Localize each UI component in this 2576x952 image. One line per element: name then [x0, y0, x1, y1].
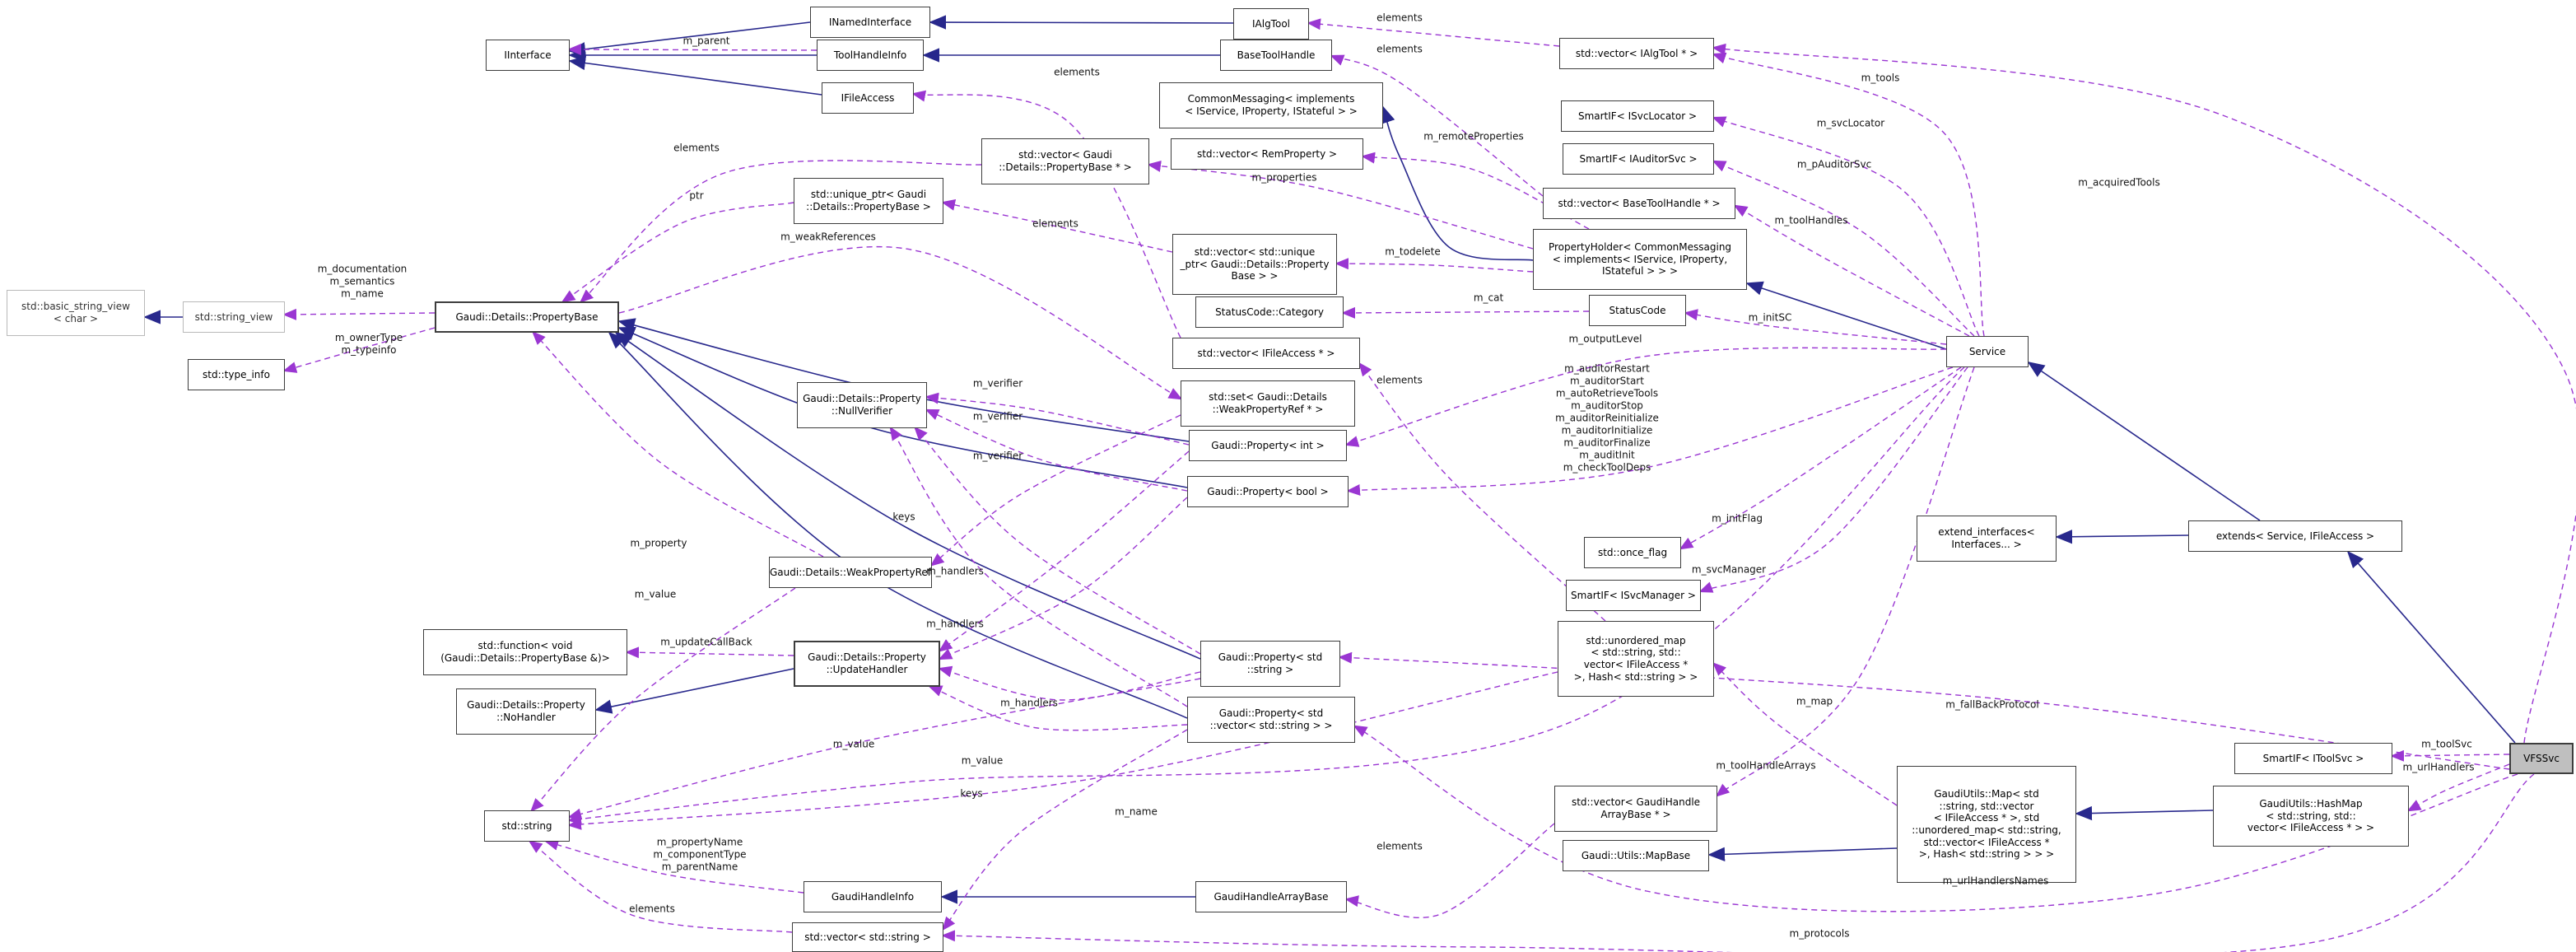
class-node-label: ::Details::PropertyBase * >	[999, 161, 1132, 173]
edge-label-line: m_parentName	[661, 861, 738, 873]
edge-label-weak-property-ref-to-property-base: m_property	[630, 537, 687, 549]
class-node-smartif-iauditor-svc	[1563, 143, 1714, 175]
edge-label-property-holder-to-vec-unique-ptr: m_todelete	[1385, 245, 1441, 258]
edge-label-property-int-to-null-verifier: m_verifier	[972, 377, 1023, 390]
class-node-extends-service-ifileaccess	[2188, 520, 2402, 552]
edge-label-vec-property-base-ptr-to-property-base: elements	[673, 142, 720, 154]
class-node-label: std::string	[501, 819, 552, 832]
class-node-extend-interfaces	[1917, 516, 2057, 562]
inheritance-edge-gaudiutils-map-to-map-base	[1709, 848, 1897, 855]
edge-label-property-string-to-update-handler: m_handlers	[926, 618, 984, 630]
edge-label-vfssvc-to-property-vec-string: m_urlHandlersNames	[1942, 875, 2049, 887]
class-node-label: IInterface	[504, 49, 552, 61]
class-node-property-base	[435, 301, 619, 333]
class-node-inamed-interface	[810, 7, 930, 38]
edge-label-line: m_ownerType	[334, 332, 403, 343]
usage-edge-unique-ptr-property-base-to-property-base	[563, 203, 794, 301]
class-node-label: < std::string, std::	[1591, 646, 1681, 659]
edge-label-property-string-to-std-string: m_value	[832, 738, 875, 750]
usage-edge-service-to-smartif-isvc-locator	[1714, 118, 1979, 336]
class-node-gaudiutils-hashmap	[2213, 786, 2409, 847]
edge-label-line: m_name	[341, 287, 384, 300]
usage-edge-gaudiutils-map-to-unordered-map	[1714, 664, 1897, 805]
inheritance-edge-vfssvc-to-extends-service-ifileaccess	[2348, 552, 2515, 743]
edge-label-service-to-smartif-isvc-locator: m_svcLocator	[1816, 117, 1885, 129]
class-node-label: Gaudi::Property< std	[1218, 707, 1324, 720]
class-node-label: Gaudi::Details::Property	[803, 393, 921, 405]
class-node-weak-property-ref	[769, 557, 932, 588]
edge-label-vfssvc-to-property-string: m_fallBackProtocol	[1945, 698, 2039, 711]
class-node-std-function	[423, 629, 627, 675]
edge-label-update-handler-to-std-function: m_updateCallBack	[660, 636, 752, 648]
class-node-label: >, Hash< std::string > >	[1573, 670, 1698, 683]
edge-label-line: m_documentation	[317, 263, 408, 275]
edge-label-property-base-to-type-info	[335, 332, 403, 357]
usage-edge-vec-ialg-tool-to-ialg-tool	[1309, 23, 1559, 46]
class-node-label: StatusCode::Category	[1215, 306, 1324, 318]
class-node-label: GaudiHandleInfo	[831, 890, 915, 903]
usage-edge-property-string-to-update-handler	[940, 669, 1200, 700]
class-node-statuscode-category	[1195, 296, 1344, 328]
class-node-label: std::string_view	[194, 310, 273, 323]
class-node-label: Base > >	[1231, 270, 1279, 282]
class-node-std-string	[484, 810, 570, 842]
edge-label-service-to-once-flag: m_initFlag	[1712, 512, 1763, 525]
class-node-label: vector< IFileAccess *	[1583, 659, 1689, 670]
class-node-label: < std::string, std::	[2266, 810, 2356, 822]
usage-edge-property-string-to-std-string	[570, 679, 1200, 817]
class-node-label: Gaudi::Utils::MapBase	[1581, 849, 1691, 861]
class-node-label: ::Details::PropertyBase >	[806, 201, 931, 212]
edge-label-unique-ptr-property-base-to-property-base: ptr	[689, 189, 704, 202]
class-node-label: PropertyHolder< CommonMessaging	[1548, 241, 1732, 254]
class-node-label: std::vector< BaseToolHandle * >	[1558, 197, 1721, 209]
usage-edge-tool-handle-info-to-iinterface	[570, 49, 817, 50]
inheritance-edge-ifile-access-to-iinterface	[570, 61, 822, 95]
class-node-once-flag	[1584, 537, 1681, 568]
class-node-vec-ifile-access	[1172, 338, 1360, 369]
class-node-label: StatusCode	[1609, 304, 1666, 316]
edge-label-vfssvc-to-vec-std-string: m_protocols	[1789, 927, 1850, 940]
usage-edge-weak-property-ref-to-property-base	[533, 333, 823, 557]
class-node-type-info	[188, 359, 285, 390]
class-node-property-int	[1189, 430, 1347, 461]
class-node-label: extends< Service, IFileAccess >	[2215, 530, 2375, 542]
class-node-label: < char >	[53, 313, 99, 324]
class-node-label: ToolHandleInfo	[833, 49, 907, 61]
class-node-string-view	[183, 301, 285, 333]
edge-label-line: m_auditorRestart	[1564, 362, 1650, 375]
class-node-label: (Gaudi::Details::PropertyBase &)>	[440, 652, 610, 664]
class-node-property-vec-string	[1187, 697, 1355, 743]
class-node-ialg-tool	[1233, 8, 1309, 40]
class-node-label: Gaudi::Property< bool >	[1207, 485, 1329, 497]
class-node-vec-base-tool-handle	[1543, 188, 1735, 219]
class-node-label: ::unordered_map< std::string,	[1912, 824, 2061, 836]
class-node-label: std::function< void	[477, 640, 573, 652]
class-node-label: std::vector< std::string >	[804, 931, 931, 943]
class-node-smartif-isvc-locator	[1561, 100, 1714, 132]
edge-label-line: m_semantics	[329, 275, 395, 287]
usage-edge-service-to-smartif-iauditor-svc	[1714, 158, 1974, 336]
class-node-smartif-isvc-manager	[1566, 580, 1701, 611]
class-node-vec-std-string	[792, 922, 943, 952]
class-node-label: Gaudi::Details::PropertyBase	[455, 310, 599, 323]
edge-label-vfssvc-to-smartif-itool-svc: m_toolSvc	[2421, 738, 2472, 750]
usage-edge-property-bool-to-update-handler	[940, 497, 1187, 659]
usage-edge-service-to-vec-gaudi-handle-array-base	[1717, 367, 1974, 796]
edge-label-vec-std-string-to-std-string: elements	[629, 903, 675, 915]
class-node-label: std::vector< RemProperty >	[1196, 147, 1338, 160]
class-node-label: vector< IFileAccess * > >	[2247, 822, 2375, 834]
class-node-label: IStateful > > >	[1601, 265, 1679, 278]
edge-label-unordered-map-to-std-string: keys	[960, 787, 983, 800]
usage-edge-property-int-to-null-verifier	[927, 397, 1189, 445]
class-node-label: ::string >	[1246, 664, 1294, 675]
usage-edge-property-base-to-set-weak-property-ref	[619, 247, 1181, 399]
class-node-label: >, Hash< std::string > > >	[1918, 848, 2055, 861]
edge-label-property-base-to-string-view	[318, 264, 408, 301]
class-node-label: GaudiUtils::Map< std	[1934, 788, 2039, 800]
edge-label-service-to-property-bool	[1555, 363, 1659, 474]
edge-label-weak-property-ref-to-std-string: m_value	[634, 588, 677, 600]
class-node-label: Gaudi::Details::WeakPropertyRef	[770, 566, 932, 578]
class-node-vec-ialg-tool	[1559, 38, 1714, 69]
class-node-label: std::basic_string_view	[21, 301, 130, 313]
class-node-label: IAlgTool	[1251, 17, 1290, 30]
class-node-vec-gaudi-handle-array-base	[1554, 786, 1717, 832]
class-node-label: std::vector< GaudiHandle	[1571, 796, 1701, 809]
class-node-label: VFSSvc	[2523, 752, 2560, 764]
usage-edge-vfssvc-to-vec-ialg-tool	[1714, 48, 2576, 743]
edge-label-service-to-std-string: m_name	[1115, 805, 1158, 818]
class-node-unordered-map	[1558, 621, 1714, 697]
edge-label-service-to-vec-ialg-tool: m_tools	[1861, 72, 1900, 84]
edge-label-line: m_typeinfo	[341, 344, 397, 356]
edge-label-property-vec-string-to-vec-std-string: m_value	[961, 754, 1004, 767]
class-node-label: GaudiUtils::HashMap	[2259, 798, 2363, 810]
class-node-label: std::type_info	[203, 368, 270, 380]
class-node-label: < IFileAccess * >, std	[1933, 812, 2040, 824]
class-node-status-code	[1589, 295, 1686, 326]
class-node-label: std::set< Gaudi::Details	[1209, 391, 1327, 404]
edge-label-line: m_auditorReinitialize	[1555, 412, 1659, 424]
usage-edge-service-to-vec-ialg-tool	[1714, 54, 1984, 336]
usage-edge-status-code-to-statuscode-category	[1344, 311, 1589, 313]
class-node-null-verifier	[797, 382, 927, 428]
class-node-iinterface	[486, 40, 570, 71]
class-node-label: ::NullVerifier	[831, 405, 893, 417]
class-node-label: Gaudi::Details::Property	[467, 699, 585, 712]
class-node-label: ::string, std::vector	[1939, 800, 2034, 812]
edge-label-vec-base-tool-handle-to-base-tool-handle: elements	[1377, 43, 1423, 55]
class-node-property-string	[1200, 641, 1340, 687]
class-node-label: SmartIF< ISvcLocator >	[1577, 110, 1698, 122]
edge-label-vfssvc-to-vec-ialg-tool: m_acquiredTools	[2078, 176, 2160, 189]
class-node-label: ::WeakPropertyRef * >	[1212, 404, 1324, 415]
class-node-label: INamedInterface	[828, 16, 912, 28]
class-node-label: std::vector< Gaudi	[1018, 149, 1112, 161]
class-node-vec-property-base-ptr	[981, 138, 1149, 184]
edge-label-vec-unique-ptr-to-unique-ptr-property-base: elements	[1032, 217, 1078, 230]
class-node-unique-ptr-property-base	[794, 178, 943, 224]
class-node-gaudiutils-map	[1897, 766, 2076, 883]
class-node-label: extend_interfaces<	[1938, 526, 2035, 539]
class-node-label: _ptr< Gaudi::Details::Property	[1180, 258, 1330, 270]
class-node-label: < implements< IService, IProperty,	[1552, 253, 1728, 265]
class-node-gaudi-handle-array-base	[1195, 881, 1347, 912]
class-node-label: ::vector< std::string > >	[1209, 720, 1333, 731]
usage-edge-update-handler-to-std-function	[627, 652, 794, 656]
edge-label-gaudiutils-map-to-unordered-map: m_map	[1796, 695, 1833, 707]
edge-label-line: m_auditorStart	[1570, 375, 1644, 387]
class-node-basic-string-view	[7, 290, 145, 336]
usage-edge-vec-gaudi-handle-array-base-to-gaudi-handle-array-base	[1347, 824, 1554, 917]
edge-label-vec-ifile-access-to-ifile-access: elements	[1054, 66, 1100, 78]
edge-label-service-to-property-int: m_outputLevel	[1568, 333, 1642, 345]
class-node-no-handler	[456, 688, 596, 735]
edge-label-unordered-map-to-vec-ifile-access: elements	[1377, 374, 1423, 386]
edge-label-vfssvc-to-gaudiutils-hashmap: m_urlHandlers	[2402, 761, 2475, 773]
class-node-label: SmartIF< ISvcManager >	[1571, 589, 1696, 601]
class-node-set-weak-property-ref	[1181, 380, 1355, 427]
usage-edge-property-base-to-string-view	[285, 313, 435, 315]
class-node-smartif-itool-svc	[2234, 743, 2392, 774]
class-node-label: std::vector< IFileAccess * >	[1197, 347, 1335, 359]
edge-label-line: m_auditorInitialize	[1561, 424, 1653, 436]
class-node-label: Service	[1968, 345, 2006, 357]
usage-edge-service-to-status-code	[1686, 313, 1946, 344]
class-node-common-messaging	[1159, 82, 1383, 128]
class-node-ifile-access	[822, 82, 914, 114]
class-node-tool-handle-info	[817, 40, 924, 71]
inheritance-edge-gaudiutils-hashmap-to-gaudiutils-map	[2076, 810, 2213, 814]
class-node-label: ::NoHandler	[496, 712, 556, 723]
edge-label-property-string-to-null-verifier: m_verifier	[972, 450, 1023, 462]
edge-label-gaudi-handle-info-to-std-string	[653, 837, 746, 874]
inheritance-edge-extends-service-ifileaccess-to-service	[2029, 362, 2260, 520]
class-node-label: SmartIF< IAuditorSvc >	[1579, 152, 1698, 165]
inheritance-edge-ialg-tool-to-inamed-interface	[930, 22, 1233, 23]
class-node-vec-unique-ptr	[1172, 234, 1337, 295]
edge-label-property-base-to-set-weak-property-ref: m_weakReferences	[780, 231, 876, 243]
usage-edge-property-holder-to-vec-unique-ptr	[1337, 264, 1533, 272]
class-node-property-bool	[1187, 476, 1349, 507]
class-node-gaudi-handle-info	[804, 881, 942, 912]
edge-label-line: m_auditorFinalize	[1563, 436, 1651, 449]
edge-label-line: m_autoRetrieveTools	[1555, 387, 1659, 399]
class-node-label: std::vector< IFileAccess *	[1923, 836, 2050, 848]
edge-label-line: m_checkToolDeps	[1563, 461, 1651, 474]
edge-label-line: m_auditorStop	[1571, 399, 1643, 412]
class-node-label: std::vector< std::unique	[1194, 246, 1316, 259]
edge-label-tool-handle-info-to-iinterface: m_parent	[682, 35, 730, 47]
edge-label-status-code-to-statuscode-category: m_cat	[1473, 292, 1504, 304]
class-node-label: std::vector< IAlgTool * >	[1575, 47, 1698, 59]
class-node-label: Interfaces... >	[1951, 539, 2022, 550]
class-node-label: ArrayBase * >	[1600, 809, 1671, 820]
edge-label-service-to-status-code: m_initSC	[1748, 311, 1792, 324]
inheritance-edge-extends-service-ifileaccess-to-extend-interfaces	[2057, 535, 2188, 537]
class-node-vec-rem-property	[1171, 138, 1363, 170]
edge-label-property-bool-to-null-verifier: m_verifier	[972, 410, 1023, 422]
class-node-property-holder	[1533, 229, 1747, 290]
class-node-update-handler	[794, 641, 940, 687]
class-node-vfssvc	[2509, 743, 2574, 774]
class-node-label: Gaudi::Property< std	[1218, 651, 1323, 664]
class-node-label: std::once_flag	[1597, 546, 1668, 558]
class-node-label: ::UpdateHandler	[826, 664, 908, 675]
class-node-label: IFileAccess	[841, 91, 895, 104]
usage-edge-set-weak-property-ref-to-weak-property-ref	[932, 415, 1181, 565]
class-node-label: Gaudi::Property< int >	[1211, 439, 1325, 451]
edge-label-service-to-smartif-iauditor-svc: m_pAuditorSvc	[1796, 158, 1872, 170]
class-node-service	[1946, 336, 2029, 367]
class-node-label: std::unordered_map	[1586, 634, 1686, 646]
edge-label-property-vec-string-to-update-handler: m_handlers	[1000, 697, 1058, 709]
edge-label-service-to-vec-gaudi-handle-array-base: m_toolHandleArrays	[1716, 759, 1816, 772]
edge-label-vec-gaudi-handle-array-base-to-gaudi-handle-array-base: elements	[1377, 840, 1423, 852]
edge-label-property-holder-to-vec-property-base-ptr: m_properties	[1251, 171, 1317, 184]
edge-label-line: m_propertyName	[656, 836, 743, 848]
usage-edge-vec-ifile-access-to-ifile-access	[914, 94, 1181, 338]
edge-label-property-int-to-update-handler: m_handlers	[926, 565, 984, 577]
class-node-label: CommonMessaging< implements	[1187, 93, 1355, 105]
class-node-label: GaudiHandleArrayBase	[1213, 890, 1329, 903]
edge-label-set-weak-property-ref-to-weak-property-ref: keys	[892, 511, 915, 523]
class-node-label: Gaudi::Details::Property	[808, 651, 926, 664]
edge-label-vec-ialg-tool-to-ialg-tool: elements	[1377, 12, 1423, 24]
class-node-label: SmartIF< IToolSvc >	[2262, 752, 2364, 764]
edge-label-property-holder-to-vec-rem-property: m_remoteProperties	[1423, 130, 1524, 142]
class-node-label: < IService, IProperty, IStateful > >	[1185, 105, 1358, 117]
class-node-map-base	[1563, 840, 1709, 871]
edge-label-line: m_componentType	[653, 848, 747, 861]
class-node-label: BaseToolHandle	[1237, 49, 1316, 61]
class-node-label: std::unique_ptr< Gaudi	[810, 189, 927, 201]
usage-edge-property-vec-string-to-update-handler	[930, 687, 1187, 730]
class-node-base-tool-handle	[1220, 40, 1332, 71]
edge-label-line: m_auditInit	[1579, 449, 1635, 461]
edge-label-service-to-vec-base-tool-handle: m_toolHandles	[1774, 214, 1848, 226]
edge-label-service-to-smartif-isvc-manager: m_svcManager	[1691, 563, 1767, 576]
